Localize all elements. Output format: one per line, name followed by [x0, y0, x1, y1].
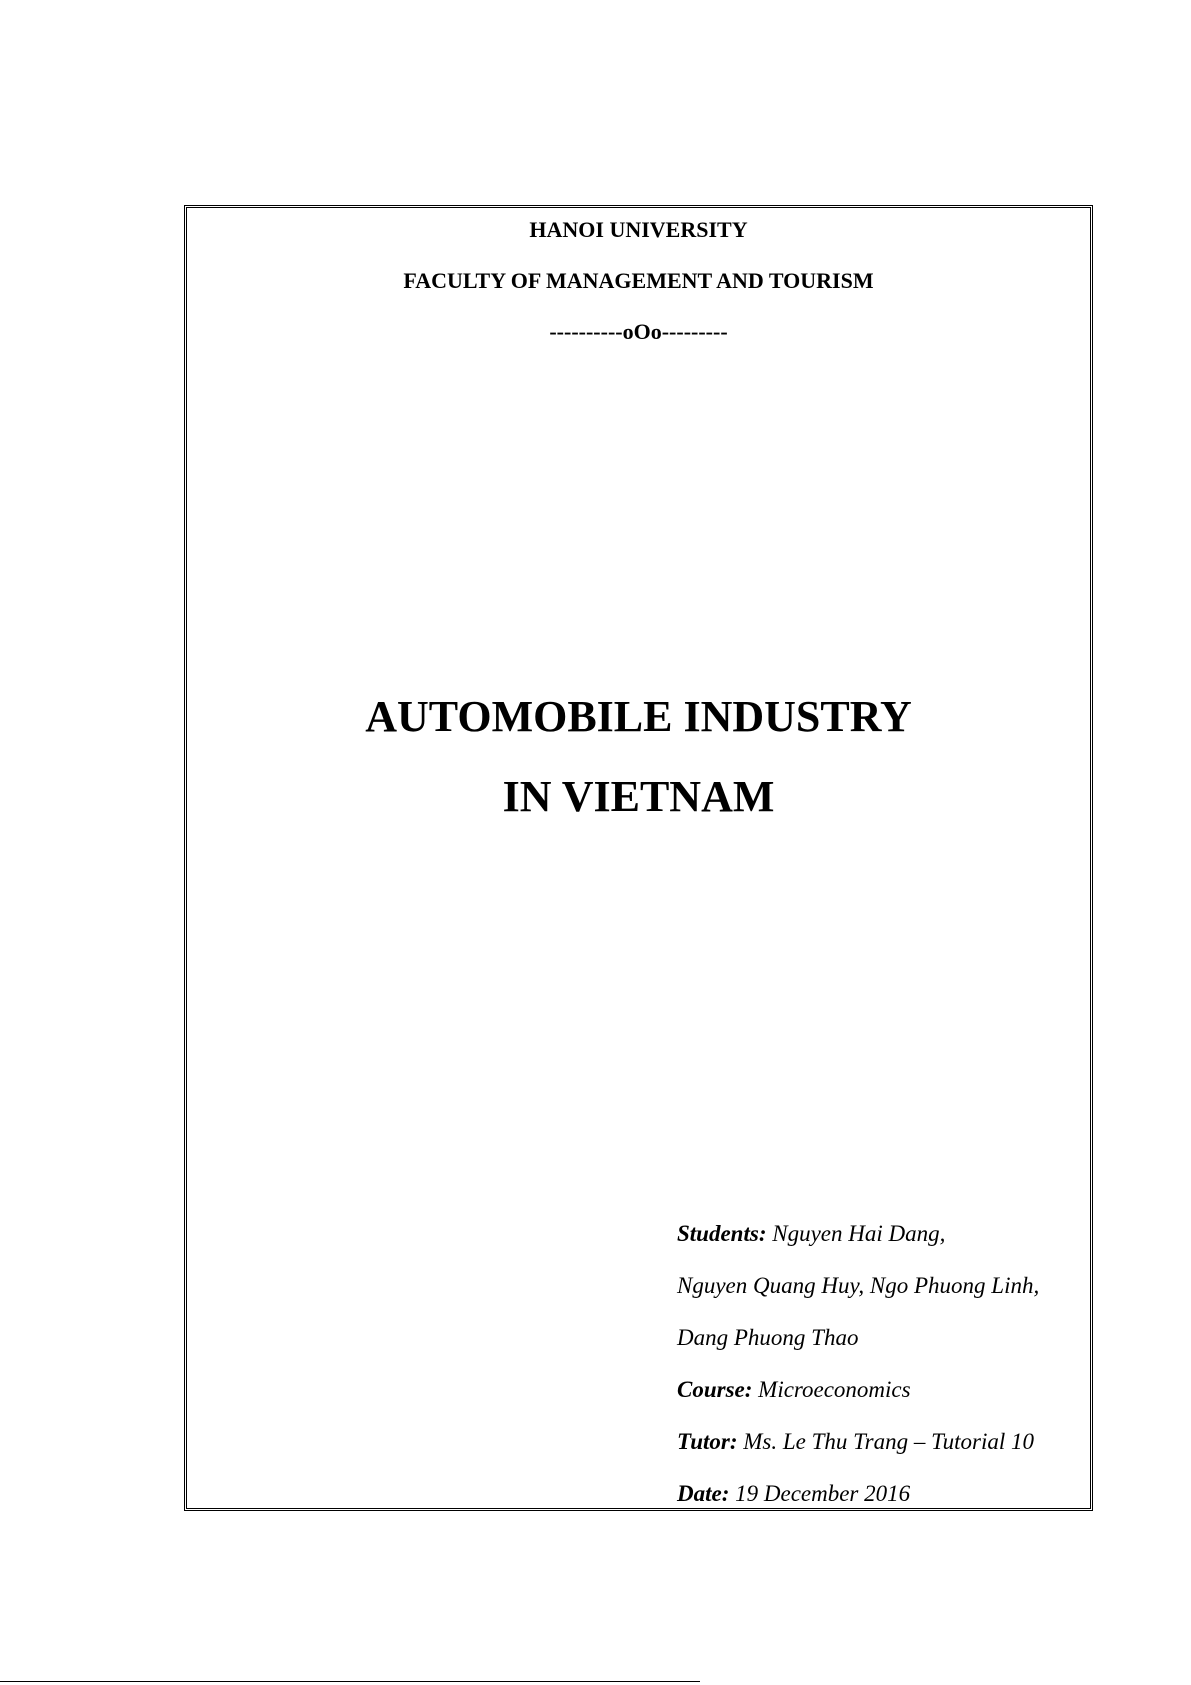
course-label: Course:	[677, 1377, 753, 1402]
tutor-value: Ms. Le Thu Trang – Tutorial 10	[743, 1429, 1035, 1454]
tutor-label: Tutor:	[677, 1429, 738, 1454]
report-title-line1: AUTOMOBILE INDUSTRY	[365, 692, 912, 741]
report-info-block	[677, 1208, 1039, 1520]
students-value-1: Nguyen Hai Dang,	[772, 1221, 946, 1246]
students-label: Students:	[677, 1221, 767, 1246]
faculty-name: FACULTY OF MANAGEMENT AND TOURISM	[403, 268, 874, 293]
report-title-line2: IN VIETNAM	[502, 772, 775, 821]
cover-page-frame	[184, 205, 1093, 1511]
date-label: Date:	[677, 1481, 730, 1506]
students-value-3: Dang Phuong Thao	[677, 1325, 859, 1350]
footer-rule	[0, 1681, 700, 1682]
header-ornament: ----------oOo---------	[549, 319, 728, 344]
course-value: Microeconomics	[758, 1377, 911, 1402]
tutor-line	[677, 1416, 1039, 1468]
students-line	[677, 1208, 1039, 1260]
date-line	[677, 1468, 1039, 1520]
students-value-2: Nguyen Quang Huy, Ngo Phuong Linh,	[677, 1273, 1040, 1298]
course-line	[677, 1364, 1039, 1416]
university-name: HANOI UNIVERSITY	[529, 217, 748, 242]
date-value: 19 December 2016	[735, 1481, 911, 1506]
